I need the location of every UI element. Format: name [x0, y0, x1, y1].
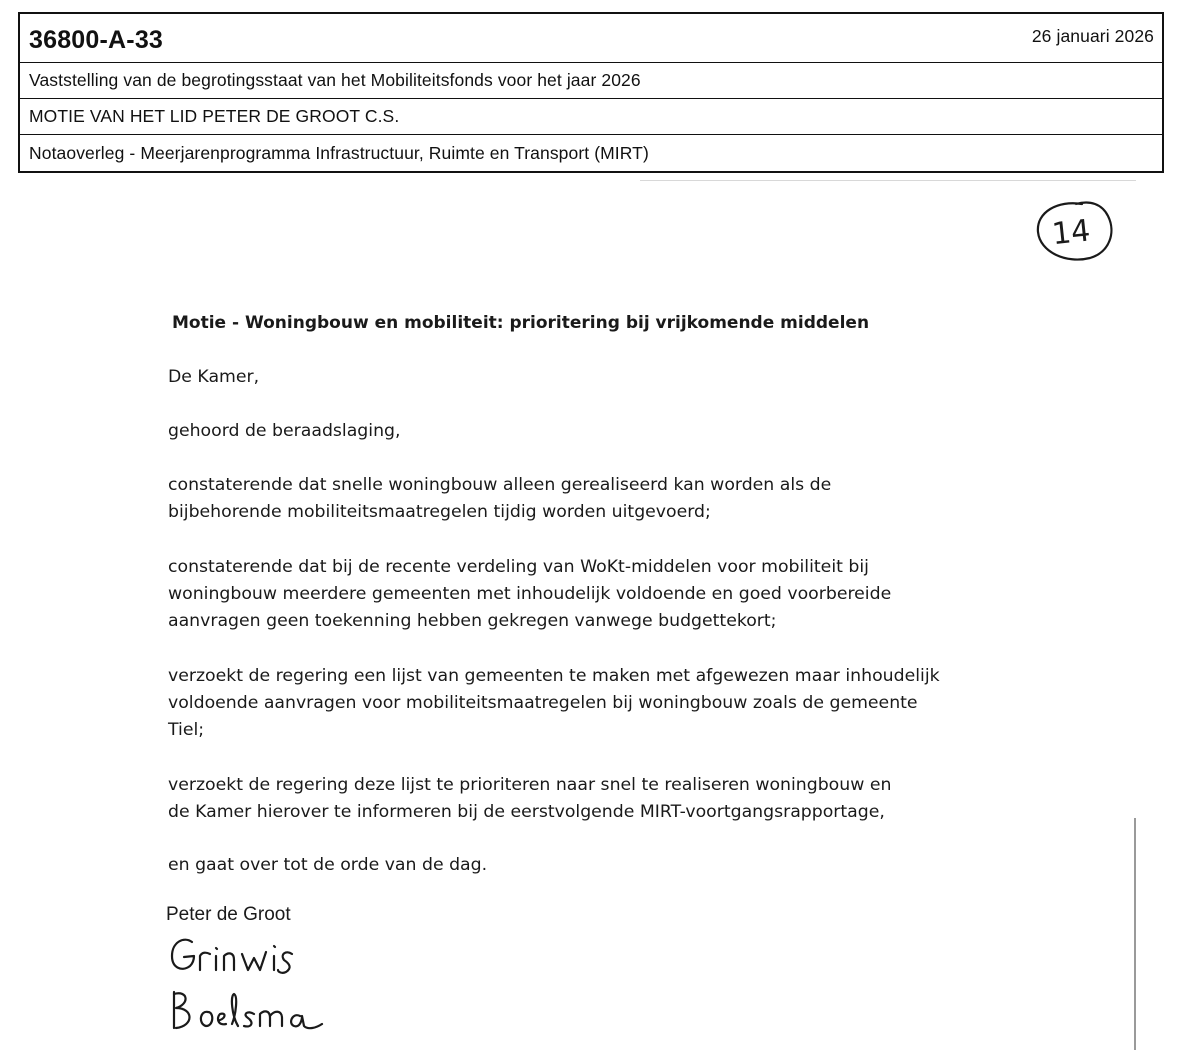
- considering-2-line: aanvragen geen toekenning hebben gekregen vanwege budgettekort;: [168, 611, 777, 631]
- considering-2-line: constaterende dat bij de recente verdeling van WoKt-middelen voor mobiliteit bij: [168, 557, 869, 577]
- request-1-line: voldoende aanvragen voor mobiliteitsmaatregelen bij woningbouw zoals de gemeente: [168, 693, 918, 713]
- request-1: [168, 663, 940, 744]
- motion-closing: en gaat over tot de orde van de dag.: [168, 855, 488, 875]
- header-motion-type-row: [20, 99, 1162, 135]
- document-date: 26 januari 2026: [1031, 25, 1154, 46]
- signatory-printed-name: Peter de Groot: [166, 904, 291, 925]
- request-1-line: verzoekt de regering een lijst van gemeenten te maken met afgewezen maar inhoudelijk: [168, 666, 940, 686]
- faint-divider: [640, 180, 1136, 181]
- request-2: [168, 772, 891, 826]
- scan-margin-line: [1134, 818, 1136, 1050]
- circled-page-number: [1030, 196, 1120, 266]
- header-meeting-row: [20, 135, 1162, 171]
- considering-2: [168, 554, 891, 635]
- request-2-line: de Kamer hierover te informeren bij de eerstvolgende MIRT-voortgangsrapportage,: [168, 802, 885, 822]
- motion-heard: gehoord de beraadslaging,: [168, 421, 401, 441]
- request-2-line: verzoekt de regering deze lijst te prioriteren naar snel te realiseren woningbouw en: [168, 775, 892, 795]
- signatories-block: [166, 904, 566, 1044]
- document-id: 36800-A-33: [29, 25, 164, 54]
- motion-type: MOTIE VAN HET LID PETER DE GROOT C.S.: [29, 106, 400, 126]
- meeting-name: Notaoverleg - Meerjarenprogramma Infrastructuur, Ruimte en Transport (MIRT): [29, 142, 649, 163]
- page-number-text: 14: [1050, 213, 1092, 253]
- motion-salutation: De Kamer,: [168, 367, 260, 387]
- document-header-table: [18, 12, 1164, 173]
- considering-1: [168, 472, 831, 526]
- motion-title: Motie - Woningbouw en mobiliteit: prioritering bij vrijkomende middelen: [172, 313, 870, 333]
- considering-1-line: constaterende dat snelle woningbouw alleen gerealiseerd kan worden als de: [168, 475, 832, 495]
- header-title-row: [20, 14, 1162, 63]
- request-1-line: Tiel;: [168, 720, 205, 740]
- considering-2-line: woningbouw meerdere gemeenten met inhoudelijk voldoende en goed voorbereide: [168, 584, 892, 604]
- considering-1-line: bijbehorende mobiliteitsmaatregelen tijdig worden uitgevoerd;: [168, 502, 711, 522]
- document-subject: Vaststelling van de begrotingsstaat van het Mobiliteitsfonds voor het jaar 2026: [29, 70, 641, 90]
- header-subject-row: [20, 63, 1162, 99]
- signature-boelsma: [166, 986, 336, 1038]
- signature-grinwis: [166, 930, 326, 982]
